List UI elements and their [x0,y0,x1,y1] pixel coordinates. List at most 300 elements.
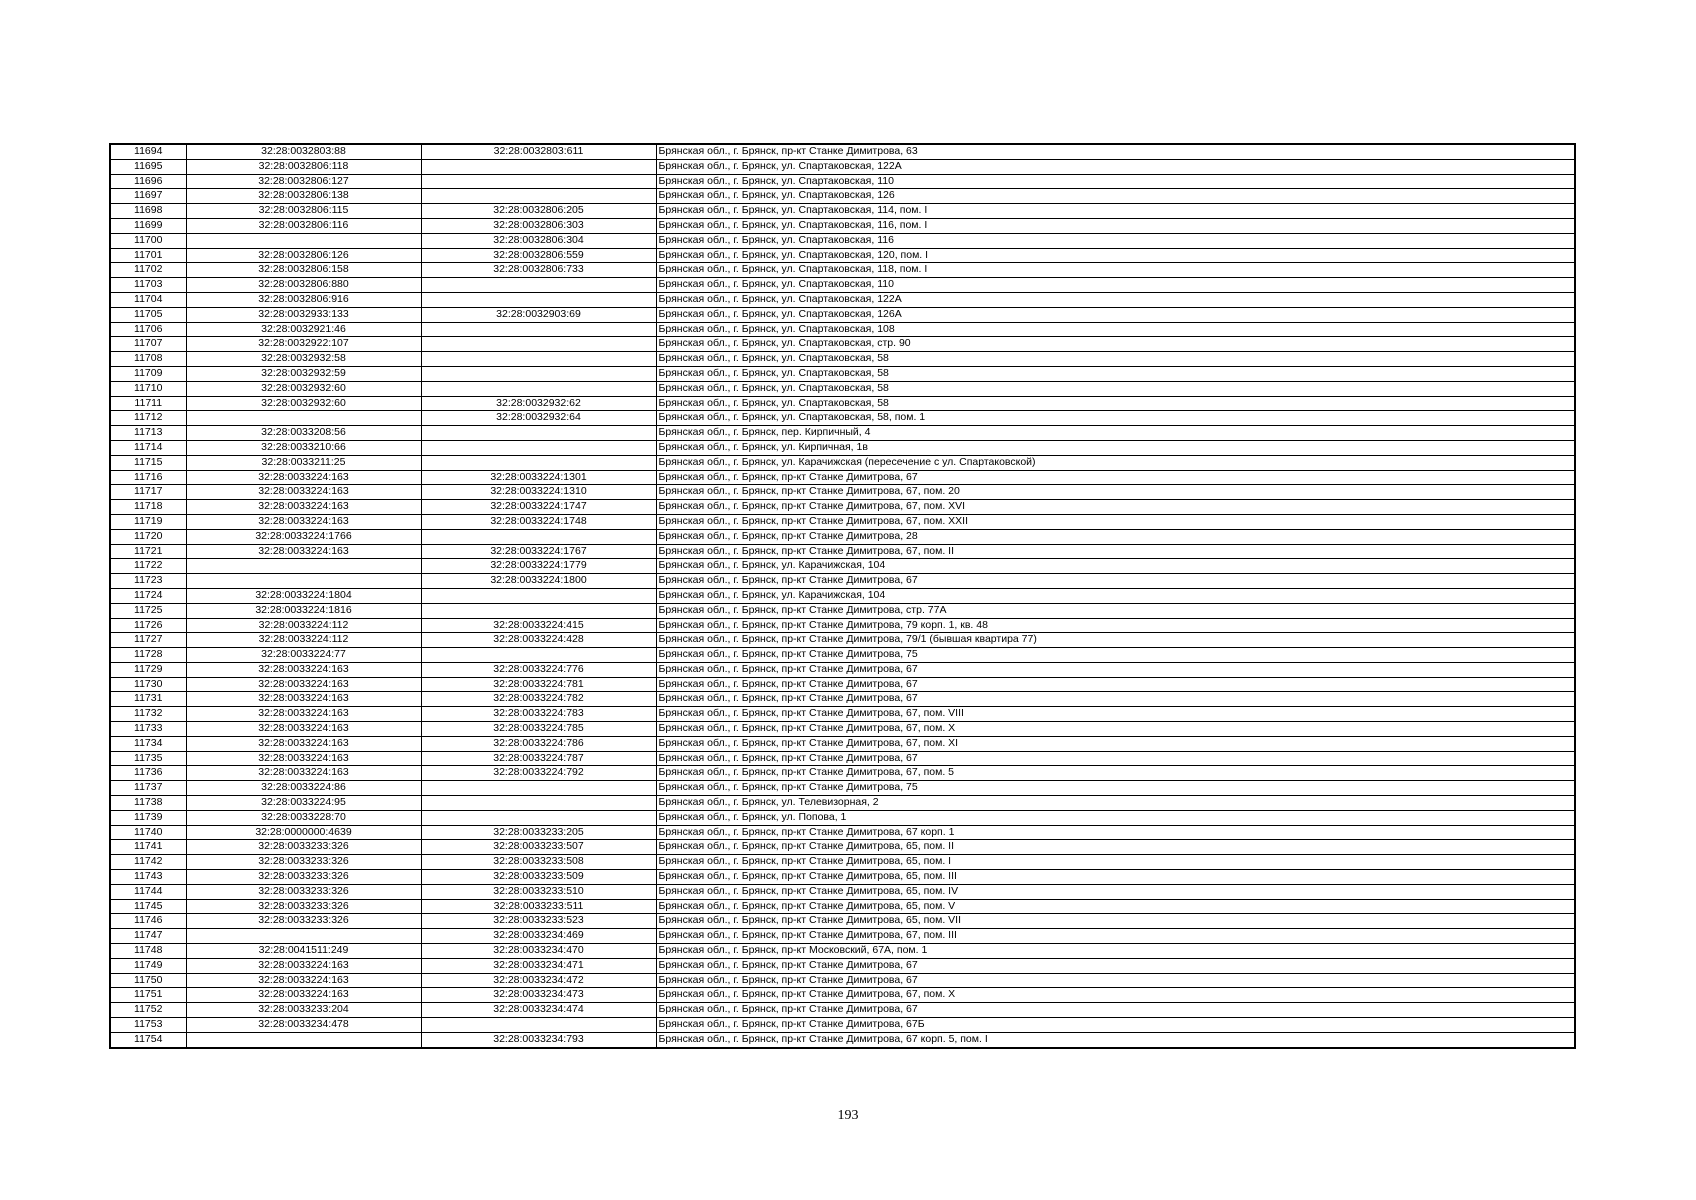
address-cell: Брянская обл., г. Брянск, пр-кт Станке Димитрова, 67, пом. III [656,929,1575,944]
row-number-cell: 11704 [110,292,186,307]
address-cell: Брянская обл., г. Брянск, пр-кт Станке Димитрова, 67, пом. II [656,544,1575,559]
table-row [110,751,1575,766]
cadastral-number-cell: 32:28:0032932:58 [186,352,421,367]
related-cadastral-number-cell [421,278,656,293]
cadastral-number-cell: 32:28:0033224:163 [186,544,421,559]
cadastral-number-cell: 32:28:0032922:107 [186,337,421,352]
address-cell: Брянская обл., г. Брянск, ул. Спартаковская, 120, пом. I [656,248,1575,263]
address-cell: Брянская обл., г. Брянск, пр-кт Станке Димитрова, 67 [656,958,1575,973]
related-cadastral-number-cell [421,337,656,352]
table-row [110,455,1575,470]
row-number-cell: 11697 [110,189,186,204]
table-row [110,899,1575,914]
table-row [110,381,1575,396]
address-cell: Брянская обл., г. Брянск, пр-кт Станке Димитрова, 65, пом. II [656,840,1575,855]
related-cadastral-number-cell [421,603,656,618]
table-row [110,352,1575,367]
address-cell: Брянская обл., г. Брянск, ул. Карачижская (пересечение с ул. Спартаковской) [656,455,1575,470]
address-cell: Брянская обл., г. Брянск, пр-кт Станке Димитрова, 67Б [656,1018,1575,1033]
related-cadastral-number-cell: 32:28:0032806:205 [421,204,656,219]
related-cadastral-number-cell: 32:28:0033224:776 [421,662,656,677]
cadastral-number-cell: 32:28:0033224:163 [186,988,421,1003]
address-cell: Брянская обл., г. Брянск, ул. Спартаковская, 58 [656,366,1575,381]
table-row [110,662,1575,677]
address-cell: Брянская обл., г. Брянск, ул. Телевизорная, 2 [656,796,1575,811]
related-cadastral-number-cell: 32:28:0033234:473 [421,988,656,1003]
table-row [110,233,1575,248]
row-number-cell: 11712 [110,411,186,426]
cadastral-number-cell: 32:28:0032806:127 [186,174,421,189]
row-number-cell: 11699 [110,218,186,233]
cadastral-number-cell: 32:28:0032803:88 [186,144,421,159]
related-cadastral-number-cell [421,1018,656,1033]
table-row [110,218,1575,233]
cadastral-number-cell: 32:28:0033233:326 [186,899,421,914]
table-row [110,944,1575,959]
row-number-cell: 11709 [110,366,186,381]
cadastral-number-cell: 32:28:0032806:126 [186,248,421,263]
cadastral-number-cell: 32:28:0033224:163 [186,500,421,515]
table-row [110,366,1575,381]
related-cadastral-number-cell: 32:28:0033224:792 [421,766,656,781]
registry-table [109,143,1576,1049]
row-number-cell: 11722 [110,559,186,574]
row-number-cell: 11724 [110,588,186,603]
cadastral-number-cell [186,574,421,589]
table-row [110,514,1575,529]
address-cell: Брянская обл., г. Брянск, пр-кт Станке Димитрова, 75 [656,781,1575,796]
related-cadastral-number-cell: 32:28:0033224:1767 [421,544,656,559]
cadastral-number-cell: 32:28:0033224:95 [186,796,421,811]
row-number-cell: 11731 [110,692,186,707]
row-number-cell: 11748 [110,944,186,959]
table-row [110,855,1575,870]
table-row [110,485,1575,500]
address-cell: Брянская обл., г. Брянск, ул. Спартаковская, 116, пом. I [656,218,1575,233]
related-cadastral-number-cell: 32:28:0033224:1748 [421,514,656,529]
row-number-cell: 11734 [110,736,186,751]
related-cadastral-number-cell: 32:28:0032932:62 [421,396,656,411]
address-cell: Брянская обл., г. Брянск, пр-кт Станке Димитрова, 67 [656,973,1575,988]
cadastral-number-cell: 32:28:0033224:163 [186,722,421,737]
address-cell: Брянская обл., г. Брянск, пр-кт Станке Димитрова, 67 [656,574,1575,589]
cadastral-number-cell: 32:28:0033224:163 [186,677,421,692]
cadastral-number-cell: 32:28:0032806:138 [186,189,421,204]
row-number-cell: 11718 [110,500,186,515]
related-cadastral-number-cell [421,440,656,455]
related-cadastral-number-cell: 32:28:0033233:507 [421,840,656,855]
table-row [110,603,1575,618]
address-cell: Брянская обл., г. Брянск, пр-кт Станке Димитрова, 67 [656,470,1575,485]
row-number-cell: 11703 [110,278,186,293]
row-number-cell: 11707 [110,337,186,352]
row-number-cell: 11701 [110,248,186,263]
address-cell: Брянская обл., г. Брянск, ул. Спартаковская, 118, пом. I [656,263,1575,278]
address-cell: Брянская обл., г. Брянск, пр-кт Станке Димитрова, 67 корп. 5, пом. I [656,1032,1575,1047]
cadastral-number-cell: 32:28:0032806:880 [186,278,421,293]
row-number-cell: 11720 [110,529,186,544]
address-cell: Брянская обл., г. Брянск, пр-кт Московский, 67А, пом. 1 [656,944,1575,959]
address-cell: Брянская обл., г. Брянск, пр-кт Станке Димитрова, 65, пом. I [656,855,1575,870]
address-cell: Брянская обл., г. Брянск, пр-кт Станке Димитрова, 63 [656,144,1575,159]
related-cadastral-number-cell [421,352,656,367]
cadastral-number-cell: 32:28:0033210:66 [186,440,421,455]
related-cadastral-number-cell [421,529,656,544]
address-cell: Брянская обл., г. Брянск, пр-кт Станке Димитрова, 67 [656,677,1575,692]
table-row [110,692,1575,707]
table-row [110,648,1575,663]
address-cell: Брянская обл., г. Брянск, пр-кт Станке Димитрова, 65, пом. VII [656,914,1575,929]
table-row [110,722,1575,737]
cadastral-number-cell: 32:28:0033224:1766 [186,529,421,544]
address-cell: Брянская обл., г. Брянск, ул. Спартаковская, 58 [656,352,1575,367]
table-row [110,307,1575,322]
row-number-cell: 11714 [110,440,186,455]
cadastral-number-cell: 32:28:0032806:115 [186,204,421,219]
related-cadastral-number-cell: 32:28:0033234:471 [421,958,656,973]
related-cadastral-number-cell [421,292,656,307]
row-number-cell: 11716 [110,470,186,485]
row-number-cell: 11702 [110,263,186,278]
row-number-cell: 11752 [110,1003,186,1018]
cadastral-number-cell: 32:28:0033224:163 [186,662,421,677]
related-cadastral-number-cell [421,648,656,663]
cadastral-number-cell: 32:28:0033233:326 [186,870,421,885]
row-number-cell: 11741 [110,840,186,855]
cadastral-number-cell: 32:28:0032932:59 [186,366,421,381]
address-cell: Брянская обл., г. Брянск, пр-кт Станке Димитрова, 79/1 (бывшая квартира 77) [656,633,1575,648]
row-number-cell: 11727 [110,633,186,648]
row-number-cell: 11717 [110,485,186,500]
related-cadastral-number-cell: 32:28:0032806:304 [421,233,656,248]
table-row [110,159,1575,174]
table-row [110,144,1575,159]
row-number-cell: 11719 [110,514,186,529]
table-row [110,618,1575,633]
related-cadastral-number-cell: 32:28:0033234:474 [421,1003,656,1018]
address-cell: Брянская обл., г. Брянск, пр-кт Станке Димитрова, 79 корп. 1, кв. 48 [656,618,1575,633]
cadastral-number-cell [186,411,421,426]
table-row [110,440,1575,455]
cadastral-number-cell: 32:28:0033224:163 [186,766,421,781]
cadastral-number-cell: 32:28:0033224:1804 [186,588,421,603]
row-number-cell: 11725 [110,603,186,618]
related-cadastral-number-cell [421,781,656,796]
cadastral-number-cell [186,559,421,574]
table-row [110,292,1575,307]
row-number-cell: 11700 [110,233,186,248]
cadastral-number-cell: 32:28:0033224:163 [186,514,421,529]
table-row [110,500,1575,515]
table-row [110,322,1575,337]
row-number-cell: 11740 [110,825,186,840]
registry-table-body [110,144,1575,1048]
related-cadastral-number-cell: 32:28:0033224:428 [421,633,656,648]
cadastral-number-cell: 32:28:0032932:60 [186,381,421,396]
related-cadastral-number-cell [421,455,656,470]
address-cell: Брянская обл., г. Брянск, ул. Спартаковская, 126А [656,307,1575,322]
table-row [110,677,1575,692]
cadastral-number-cell: 32:28:0033224:77 [186,648,421,663]
address-cell: Брянская обл., г. Брянск, ул. Попова, 1 [656,810,1575,825]
related-cadastral-number-cell [421,159,656,174]
address-cell: Брянская обл., г. Брянск, пр-кт Станке Димитрова, 67 [656,692,1575,707]
related-cadastral-number-cell: 32:28:0032806:559 [421,248,656,263]
row-number-cell: 11743 [110,870,186,885]
row-number-cell: 11750 [110,973,186,988]
table-row [110,884,1575,899]
related-cadastral-number-cell: 32:28:0032903:69 [421,307,656,322]
related-cadastral-number-cell: 32:28:0033224:1747 [421,500,656,515]
related-cadastral-number-cell: 32:28:0033224:782 [421,692,656,707]
cadastral-number-cell: 32:28:0033233:326 [186,914,421,929]
related-cadastral-number-cell: 32:28:0033233:205 [421,825,656,840]
row-number-cell: 11711 [110,396,186,411]
related-cadastral-number-cell [421,322,656,337]
cadastral-number-cell: 32:28:0041511:249 [186,944,421,959]
table-row [110,1003,1575,1018]
cadastral-number-cell [186,233,421,248]
cadastral-number-cell: 32:28:0032806:158 [186,263,421,278]
table-row [110,1018,1575,1033]
related-cadastral-number-cell: 32:28:0033224:786 [421,736,656,751]
table-row [110,796,1575,811]
row-number-cell: 11753 [110,1018,186,1033]
row-number-cell: 11713 [110,426,186,441]
table-row [110,914,1575,929]
table-row [110,736,1575,751]
table-row [110,958,1575,973]
table-row [110,574,1575,589]
related-cadastral-number-cell: 32:28:0033224:787 [421,751,656,766]
related-cadastral-number-cell: 32:28:0032806:303 [421,218,656,233]
address-cell: Брянская обл., г. Брянск, пр-кт Станке Димитрова, 67 [656,662,1575,677]
cadastral-number-cell: 32:28:0033228:70 [186,810,421,825]
row-number-cell: 11735 [110,751,186,766]
table-row [110,825,1575,840]
table-row [110,263,1575,278]
table-row [110,204,1575,219]
row-number-cell: 11738 [110,796,186,811]
table-row [110,278,1575,293]
table-row [110,529,1575,544]
related-cadastral-number-cell [421,366,656,381]
address-cell: Брянская обл., г. Брянск, пр-кт Станке Димитрова, 67, пом. 5 [656,766,1575,781]
row-number-cell: 11696 [110,174,186,189]
address-cell: Брянская обл., г. Брянск, ул. Кирпичная, 1в [656,440,1575,455]
related-cadastral-number-cell: 32:28:0032806:733 [421,263,656,278]
cadastral-number-cell: 32:28:0033224:86 [186,781,421,796]
cadastral-number-cell: 32:28:0033208:56 [186,426,421,441]
address-cell: Брянская обл., г. Брянск, пр-кт Станке Димитрова, стр. 77А [656,603,1575,618]
cadastral-number-cell [186,1032,421,1047]
address-cell: Брянская обл., г. Брянск, пр-кт Станке Димитрова, 67, пом. X [656,988,1575,1003]
table-row [110,1032,1575,1047]
related-cadastral-number-cell [421,796,656,811]
row-number-cell: 11745 [110,899,186,914]
related-cadastral-number-cell: 32:28:0033234:472 [421,973,656,988]
related-cadastral-number-cell [421,426,656,441]
table-row [110,337,1575,352]
row-number-cell: 11747 [110,929,186,944]
row-number-cell: 11698 [110,204,186,219]
related-cadastral-number-cell: 32:28:0033233:508 [421,855,656,870]
related-cadastral-number-cell [421,381,656,396]
table-row [110,411,1575,426]
table-row [110,929,1575,944]
address-cell: Брянская обл., г. Брянск, пер. Кирпичный, 4 [656,426,1575,441]
cadastral-number-cell: 32:28:0033224:163 [186,958,421,973]
address-cell: Брянская обл., г. Брянск, пр-кт Станке Димитрова, 67, пом. XI [656,736,1575,751]
table-row [110,189,1575,204]
address-cell: Брянская обл., г. Брянск, ул. Спартаковская, стр. 90 [656,337,1575,352]
address-cell: Брянская обл., г. Брянск, ул. Спартаковская, 108 [656,322,1575,337]
cadastral-number-cell [186,929,421,944]
row-number-cell: 11715 [110,455,186,470]
table-row [110,426,1575,441]
address-cell: Брянская обл., г. Брянск, ул. Спартаковская, 114, пом. I [656,204,1575,219]
cadastral-number-cell: 32:28:0033211:25 [186,455,421,470]
related-cadastral-number-cell: 32:28:0033224:1800 [421,574,656,589]
related-cadastral-number-cell: 32:28:0033224:1779 [421,559,656,574]
row-number-cell: 11744 [110,884,186,899]
cadastral-number-cell: 32:28:0032933:133 [186,307,421,322]
page-number: 193 [837,1108,859,1123]
row-number-cell: 11728 [110,648,186,663]
address-cell: Брянская обл., г. Брянск, пр-кт Станке Димитрова, 67, пом. 20 [656,485,1575,500]
address-cell: Брянская обл., г. Брянск, ул. Спартаковская, 126 [656,189,1575,204]
table-row [110,766,1575,781]
table-row [110,248,1575,263]
row-number-cell: 11751 [110,988,186,1003]
row-number-cell: 11695 [110,159,186,174]
row-number-cell: 11729 [110,662,186,677]
row-number-cell: 11746 [110,914,186,929]
row-number-cell: 11733 [110,722,186,737]
cadastral-number-cell: 32:28:0033233:326 [186,855,421,870]
address-cell: Брянская обл., г. Брянск, пр-кт Станке Димитрова, 67, пом. X [656,722,1575,737]
cadastral-number-cell: 32:28:0032806:118 [186,159,421,174]
address-cell: Брянская обл., г. Брянск, ул. Спартаковская, 110 [656,174,1575,189]
address-cell: Брянская обл., г. Брянск, пр-кт Станке Димитрова, 67, пом. VIII [656,707,1575,722]
related-cadastral-number-cell: 32:28:0033224:781 [421,677,656,692]
cadastral-number-cell: 32:28:0032921:46 [186,322,421,337]
table-row [110,559,1575,574]
table-row [110,707,1575,722]
related-cadastral-number-cell: 32:28:0033234:793 [421,1032,656,1047]
row-number-cell: 11721 [110,544,186,559]
cadastral-number-cell: 32:28:0032806:916 [186,292,421,307]
related-cadastral-number-cell: 32:28:0033233:509 [421,870,656,885]
related-cadastral-number-cell [421,588,656,603]
table-row [110,396,1575,411]
cadastral-number-cell: 32:28:0000000:4639 [186,825,421,840]
address-cell: Брянская обл., г. Брянск, ул. Спартаковская, 122А [656,159,1575,174]
row-number-cell: 11710 [110,381,186,396]
cadastral-number-cell: 32:28:0033224:112 [186,618,421,633]
cadastral-number-cell: 32:28:0032806:116 [186,218,421,233]
related-cadastral-number-cell: 32:28:0033233:511 [421,899,656,914]
table-row [110,174,1575,189]
cadastral-number-cell: 32:28:0033224:163 [186,736,421,751]
address-cell: Брянская обл., г. Брянск, пр-кт Станке Димитрова, 28 [656,529,1575,544]
address-cell: Брянская обл., г. Брянск, ул. Спартаковская, 116 [656,233,1575,248]
row-number-cell: 11732 [110,707,186,722]
address-cell: Брянская обл., г. Брянск, пр-кт Станке Димитрова, 67 [656,751,1575,766]
address-cell: Брянская обл., г. Брянск, пр-кт Станке Димитрова, 75 [656,648,1575,663]
related-cadastral-number-cell: 32:28:0033233:510 [421,884,656,899]
cadastral-number-cell: 32:28:0033224:163 [186,973,421,988]
address-cell: Брянская обл., г. Брянск, пр-кт Станке Димитрова, 67 корп. 1 [656,825,1575,840]
cadastral-number-cell: 32:28:0033224:163 [186,692,421,707]
related-cadastral-number-cell: 32:28:0033224:785 [421,722,656,737]
address-cell: Брянская обл., г. Брянск, ул. Карачижская, 104 [656,559,1575,574]
address-cell: Брянская обл., г. Брянск, ул. Спартаковская, 58 [656,381,1575,396]
related-cadastral-number-cell [421,810,656,825]
row-number-cell: 11706 [110,322,186,337]
table-row [110,633,1575,648]
related-cadastral-number-cell [421,174,656,189]
registry-table-container [109,143,1574,1049]
row-number-cell: 11726 [110,618,186,633]
table-row [110,470,1575,485]
related-cadastral-number-cell: 32:28:0033233:523 [421,914,656,929]
related-cadastral-number-cell: 32:28:0033234:469 [421,929,656,944]
cadastral-number-cell: 32:28:0033233:326 [186,884,421,899]
row-number-cell: 11730 [110,677,186,692]
address-cell: Брянская обл., г. Брянск, пр-кт Станке Димитрова, 67, пом. XVI [656,500,1575,515]
cadastral-number-cell: 32:28:0033224:163 [186,470,421,485]
cadastral-number-cell: 32:28:0033224:1816 [186,603,421,618]
related-cadastral-number-cell: 32:28:0032932:64 [421,411,656,426]
table-row [110,810,1575,825]
cadastral-number-cell: 32:28:0033233:326 [186,840,421,855]
cadastral-number-cell: 32:28:0033224:112 [186,633,421,648]
row-number-cell: 11742 [110,855,186,870]
address-cell: Брянская обл., г. Брянск, пр-кт Станке Димитрова, 65, пом. IV [656,884,1575,899]
related-cadastral-number-cell: 32:28:0033224:415 [421,618,656,633]
table-row [110,973,1575,988]
address-cell: Брянская обл., г. Брянск, пр-кт Станке Димитрова, 67, пом. XXII [656,514,1575,529]
address-cell: Брянская обл., г. Брянск, пр-кт Станке Димитрова, 67 [656,1003,1575,1018]
row-number-cell: 11736 [110,766,186,781]
cadastral-number-cell: 32:28:0033224:163 [186,751,421,766]
table-row [110,988,1575,1003]
related-cadastral-number-cell: 32:28:0032803:611 [421,144,656,159]
cadastral-number-cell: 32:28:0033233:204 [186,1003,421,1018]
row-number-cell: 11754 [110,1032,186,1047]
table-row [110,544,1575,559]
row-number-cell: 11694 [110,144,186,159]
related-cadastral-number-cell: 32:28:0033224:1301 [421,470,656,485]
table-row [110,840,1575,855]
address-cell: Брянская обл., г. Брянск, пр-кт Станке Димитрова, 65, пом. III [656,870,1575,885]
address-cell: Брянская обл., г. Брянск, ул. Спартаковская, 58, пом. 1 [656,411,1575,426]
table-row [110,588,1575,603]
cadastral-number-cell: 32:28:0033224:163 [186,485,421,500]
related-cadastral-number-cell [421,189,656,204]
row-number-cell: 11739 [110,810,186,825]
related-cadastral-number-cell: 32:28:0033224:1310 [421,485,656,500]
related-cadastral-number-cell: 32:28:0033224:783 [421,707,656,722]
cadastral-number-cell: 32:28:0033224:163 [186,707,421,722]
cadastral-number-cell: 32:28:0033234:478 [186,1018,421,1033]
cadastral-number-cell: 32:28:0032932:60 [186,396,421,411]
address-cell: Брянская обл., г. Брянск, ул. Спартаковская, 110 [656,278,1575,293]
table-row [110,870,1575,885]
address-cell: Брянская обл., г. Брянск, ул. Карачижская, 104 [656,588,1575,603]
row-number-cell: 11723 [110,574,186,589]
